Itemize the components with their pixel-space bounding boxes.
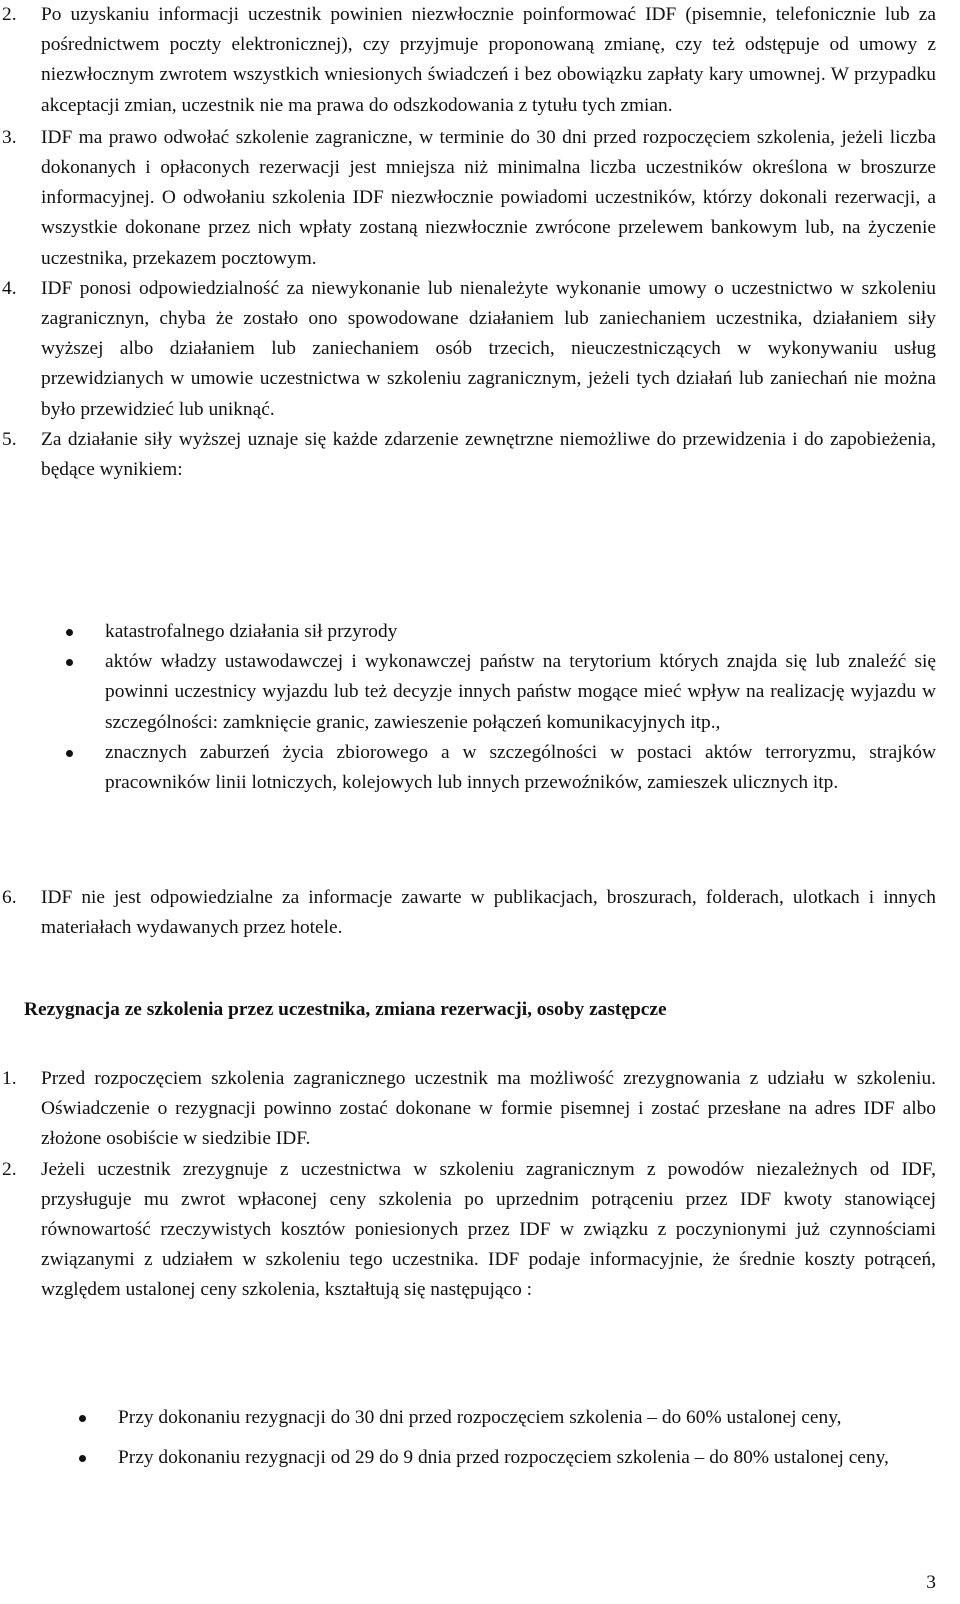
item-text: IDF ponosi odpowiedzialność za niewykonanie lub nienależyte wykonanie umowy o uczestnictwo w szkoleniu zagranicznyn, chyba że zostało ono spowodowane działaniem lub zaniechaniem uczestnika, działaniem siły wyższej albo działaniem lub zaniechaniem osób trzecich, nieuczestniczących w wykonywaniu usług przewidzianych w umowie uczestnictwa w szkoleniu zagranicznym, jeżeli tych działań lub zaniechań nie można było przewidzieć lub uniknąć. xyxy=(41,277,936,420)
item-text: Za działanie siły wyższej uznaje się każde zdarzenie zewnętrzne niemożliwe do przewidzenia i do zapobieżenia, będące wynikiem: xyxy=(41,428,936,481)
item-number: 5. xyxy=(2,428,17,450)
list-item-2b xyxy=(0,1155,936,1306)
item-number: 2. xyxy=(2,4,17,25)
item-number: 6. xyxy=(2,887,17,908)
item-number: 1. xyxy=(2,1068,17,1089)
numbered-list-part1 xyxy=(0,0,960,485)
bullet-item: znacznych zaburzeń życia zbiorowego a w szczególności w postaci aktów terroryzmu, strajków pracowników linii lotniczych, kolejowych lub innych przewoźników, zamieszek ulicznych itp. xyxy=(105,738,936,798)
bullet-item: katastrofalnego działania sił przyrody xyxy=(105,617,936,647)
bullet-item: Przy dokonaniu rezygnacji do 30 dni przed rozpoczęciem szkolenia – do 60% ustalonej ceny, xyxy=(118,1403,936,1433)
section-heading: Rezygnacja ze szkolenia przez uczestnika, zmiana rezerwacji, osoby zastępcze xyxy=(24,999,667,1020)
item-number: 3. xyxy=(2,126,17,148)
bullet-item: Przy dokonaniu rezygnacji od 29 do 9 dnia przed rozpoczęciem szkolenia – do 80% ustalonej ceny, xyxy=(118,1443,936,1473)
numbered-list-part2 xyxy=(0,1064,960,1306)
bullet-list-force-majeure xyxy=(105,617,936,798)
bullet-item: aktów władzy ustawodawczej i wykonawczej państw na terytorium których znajda się lub znaleźć się powinni uczestnicy wyjazdu lub też decyzje innych państw mogące mieć wpływ na realizację wyjazdu w szczególności: zamknięcie granic, zawieszenie połączeń komunikacyjnych itp., xyxy=(105,647,936,738)
list-item-2 xyxy=(0,0,936,121)
list-item-5 xyxy=(0,425,936,485)
list-item-1 xyxy=(0,1064,936,1155)
numbered-list-item6 xyxy=(0,883,960,943)
item-number: 4. xyxy=(2,277,17,299)
item-number: 2. xyxy=(2,1158,17,1180)
list-item-4 xyxy=(0,274,936,425)
bullet-list-cancellation-costs xyxy=(118,1403,936,1473)
list-item-6 xyxy=(0,883,936,943)
list-item-3 xyxy=(0,123,936,274)
item-text: Przed rozpoczęciem szkolenia zagranicznego uczestnik ma możliwość zrezygnowania z udziału w szkoleniu. Oświadczenie o rezygnacji powinno zostać dokonane w formie pisemnej i zostać przesłane na adres IDF albo złożone osobiście w siedzibie IDF. xyxy=(41,1068,936,1150)
item-text: Po uzyskaniu informacji uczestnik powinien niezwłocznie poinformować IDF (pisemnie, telefonicznie lub za pośrednictwem poczty elektronicznej), czy przyjmuje proponowaną zmianę, czy też odstępuje od umowy z niezwłocznym zwrotem wszystkich wniesionych świadczeń i bez obowiązku zapłaty kary umownej. W przypadku akceptacji zmian, uczestnik nie ma prawa do odszkodowania z tytułu tych zmian. xyxy=(41,4,936,116)
item-text: IDF nie jest odpowiedzialne za informacje zawarte w publikacjach, broszurach, folderach, ulotkach i innych materiałach wydawanych przez hotele. xyxy=(41,887,936,939)
page-number: 3 xyxy=(926,1572,936,1593)
item-text: Jeżeli uczestnik zrezygnuje z uczestnictwa w szkoleniu zagranicznym z powodów niezależnych od IDF, przysługuje mu zwrot wpłaconej ceny szkolenia po uprzednim potrąceniu przez IDF kwoty stanowiącej równowartość rzeczywistych kosztów poniesionych przez IDF w związku z poczynionymi już czynnościami związanymi z udziałem w szkoleniu tego uczestnika. IDF podaje informacyjnie, że średnie koszty potrąceń, względem ustalonej ceny szkolenia, kształtują się następująco : xyxy=(41,1158,936,1301)
item-text: IDF ma prawo odwołać szkolenie zagraniczne, w terminie do 30 dni przed rozpoczęciem szkolenia, jeżeli liczba dokonanych i opłaconych rezerwacji jest mniejsza niż minimalna liczba uczestników określona w broszurze informacyjnej. O odwołaniu szkolenia IDF niezwłocznie powiadomi uczestników, którzy dokonali rezerwacji, a wszystkie dokonane przez nich wpłaty zostaną niezwłocznie zwrócone przelewem bankowym lub, na życzenie uczestnika, przekazem pocztowym. xyxy=(41,126,936,269)
